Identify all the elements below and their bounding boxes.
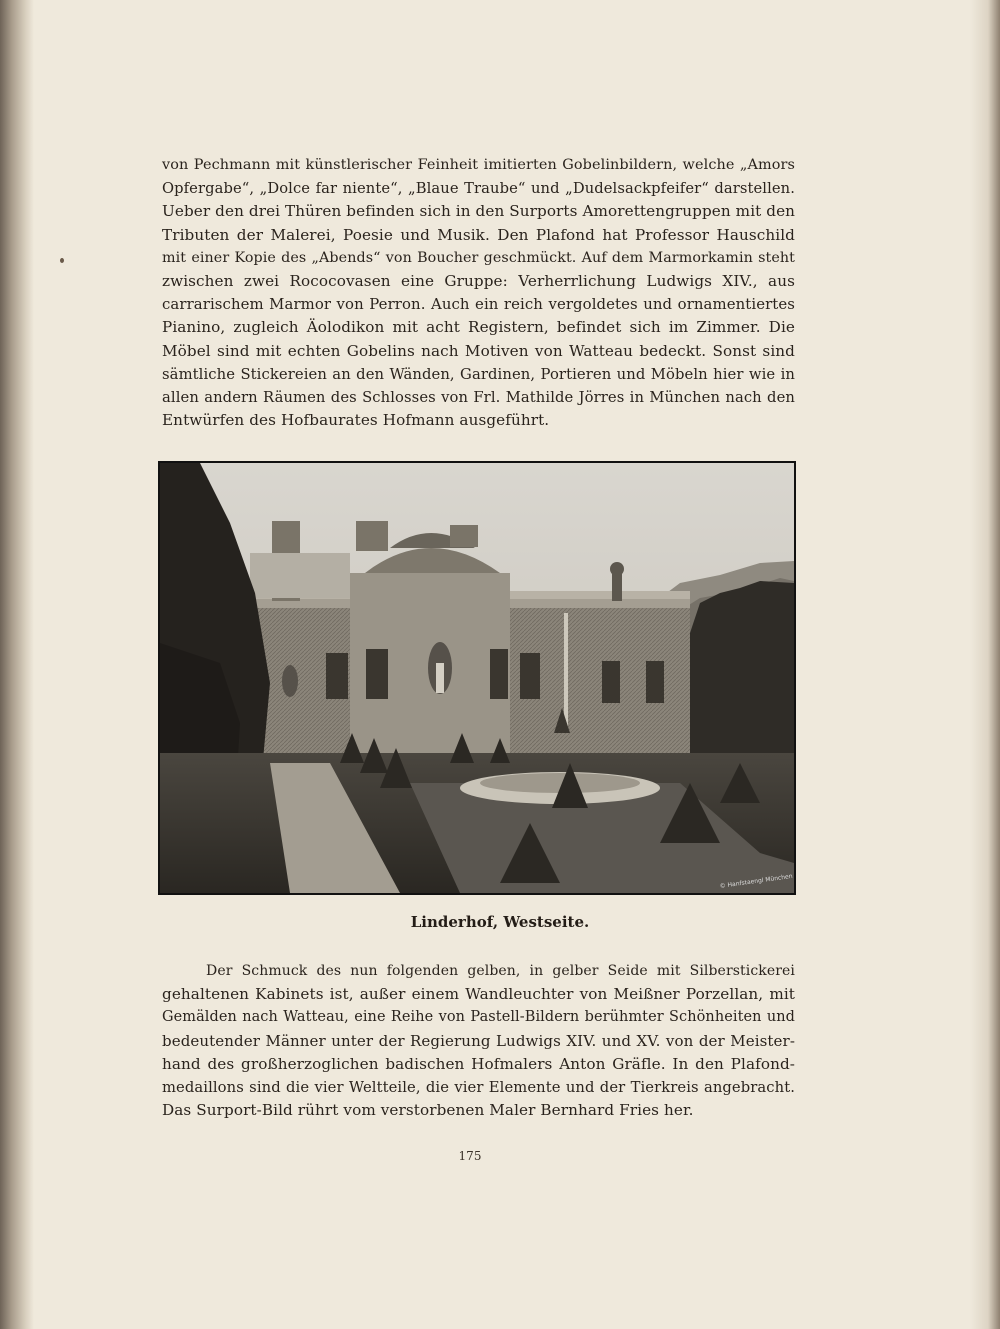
page-number: 175 [458, 1149, 482, 1163]
text-line: Ueber den drei Thüren befinden sich in den Surports Amorettengruppen mit den [162, 202, 796, 221]
text-line: Gemälden nach Watteau, eine Reihe von Pastell-Bildern berühmter Schönheiten und [162, 1009, 795, 1026]
photo-illustration [160, 463, 794, 893]
text-line: Das Surport-Bild rührt vom verstorbenen Maler Bernhard Fries her. [162, 1101, 694, 1120]
paragraph-1 [162, 154, 795, 432]
binding-shadow [0, 0, 34, 1329]
page-edge [970, 0, 1000, 1329]
text-line: Pianino, zugleich Äolodikon mit acht Registern, befindet sich im Zimmer. Die [162, 318, 795, 337]
text-line: Der Schmuck des nun folgenden gelben, in gelber Seide mit Silberstickerei [206, 963, 795, 979]
text-line: bedeutender Männer unter der Regierung Ludwigs XIV. und XV. von der Meister- [162, 1031, 795, 1050]
text-line: mit einer Kopie des „Abends“ von Boucher geschmückt. Auf dem Marmorkamin steht [162, 249, 795, 266]
text-line: sämtliche Stickereien an den Wänden, Gardinen, Portieren und Möbeln hier wie in [162, 365, 795, 383]
figure-caption: Linderhof, Westseite. [410, 913, 590, 931]
text-line: Möbel sind mit echten Gobelins nach Motiven von Watteau bedeckt. Sonst sind [162, 341, 795, 360]
text-line: Opfergabe“, „Dolce far niente“, „Blaue Traube“ und „Dudelsackpfeifer“ darstellen. [162, 180, 795, 198]
photograph-linderhof [158, 461, 796, 895]
text-line: allen andern Räumen des Schlosses von Frl. Mathilde Jörres in München nach den [162, 389, 795, 407]
paragraph-2 [162, 960, 795, 1122]
text-line: gehaltenen Kabinets ist, außer einem Wandleuchter von Meißner Porzellan, mit [162, 985, 795, 1004]
text-line: von Pechmann mit künstlerischer Feinheit imitierten Gobelinbildern, welche „Amors [162, 157, 795, 173]
text-line: zwischen zwei Rococovasen eine Gruppe: Verherrlichung Ludwigs XIV., aus [162, 272, 795, 291]
text-line: hand des großherzoglichen badischen Hofmalers Anton Gräfle. In den Plafond- [162, 1054, 795, 1073]
photo-credit: © Hanfstaengl München [719, 872, 793, 890]
text-line: medaillons sind die vier Weltteile, die vier Elemente und der Tierkreis angebracht. [162, 1079, 795, 1097]
text-line: Entwürfen des Hofbaurates Hofmann ausgeführt. [162, 411, 550, 430]
text-line: Tributen der Malerei, Poesie und Musik. Den Plafond hat Professor Hauschild [162, 225, 795, 244]
ink-spot [60, 258, 64, 263]
text-line: carrarischem Marmor von Perron. Auch ein reich vergoldetes und ornamentiertes [162, 295, 795, 314]
